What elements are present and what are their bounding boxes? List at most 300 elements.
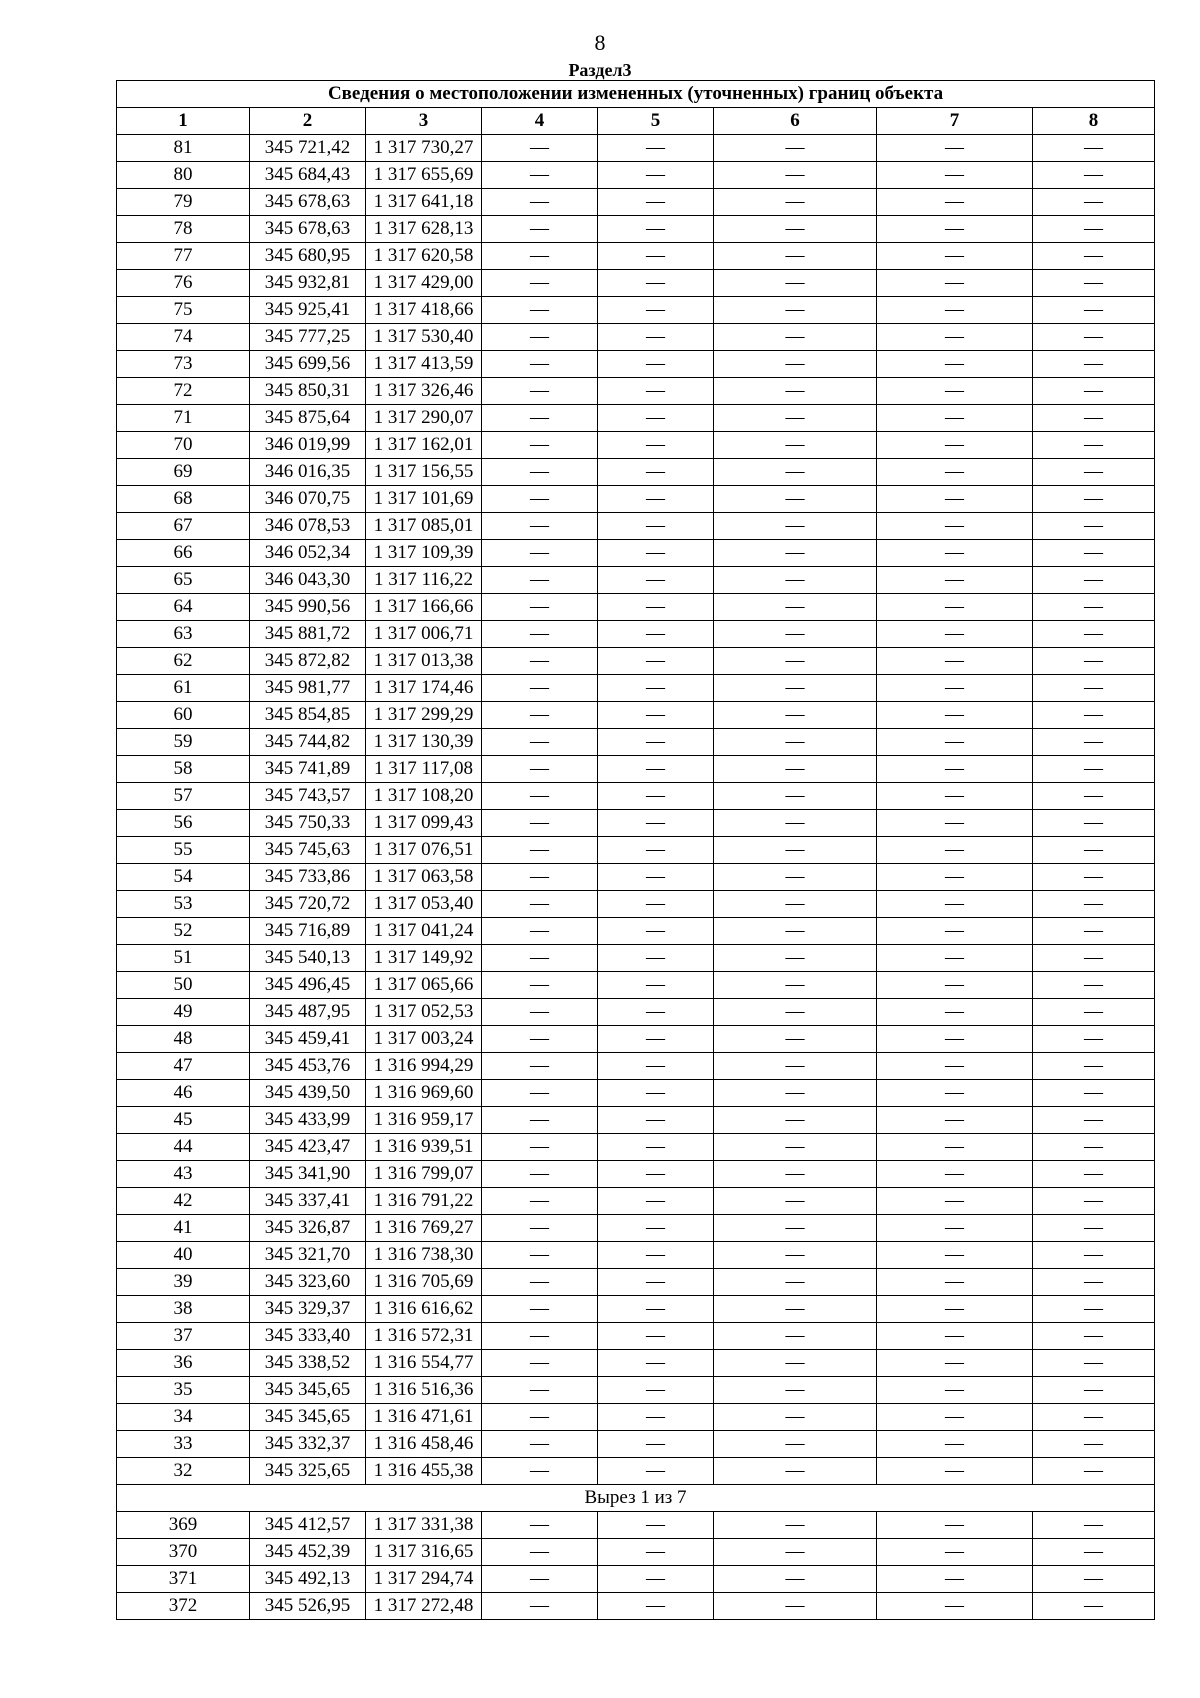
x-coordinate-cell: 345 881,72: [250, 621, 366, 648]
empty-dash-cell: —: [1033, 729, 1155, 756]
table-row: [117, 1134, 1155, 1161]
empty-dash-cell: —: [714, 1161, 877, 1188]
empty-dash-cell: —: [598, 1080, 714, 1107]
y-coordinate-cell: 1 316 455,38: [366, 1458, 482, 1485]
empty-dash-cell: —: [1033, 135, 1155, 162]
empty-dash-cell: —: [714, 1512, 877, 1539]
empty-dash-cell: —: [714, 864, 877, 891]
empty-dash-cell: —: [482, 1512, 598, 1539]
table-row: [117, 1080, 1155, 1107]
x-coordinate-cell: 346 070,75: [250, 486, 366, 513]
empty-dash-cell: —: [598, 1026, 714, 1053]
empty-dash-cell: —: [482, 243, 598, 270]
point-number-cell: 54: [117, 864, 250, 891]
empty-dash-cell: —: [598, 621, 714, 648]
empty-dash-cell: —: [714, 324, 877, 351]
point-number-cell: 42: [117, 1188, 250, 1215]
empty-dash-cell: —: [714, 729, 877, 756]
empty-dash-cell: —: [598, 837, 714, 864]
y-coordinate-cell: 1 317 331,38: [366, 1512, 482, 1539]
empty-dash-cell: —: [714, 1026, 877, 1053]
y-coordinate-cell: 1 317 620,58: [366, 243, 482, 270]
empty-dash-cell: —: [877, 1566, 1033, 1593]
empty-dash-cell: —: [482, 594, 598, 621]
x-coordinate-cell: 345 743,57: [250, 783, 366, 810]
y-coordinate-cell: 1 317 272,48: [366, 1593, 482, 1620]
point-number-cell: 49: [117, 999, 250, 1026]
empty-dash-cell: —: [482, 486, 598, 513]
empty-dash-cell: —: [877, 1080, 1033, 1107]
table-row: [117, 378, 1155, 405]
x-coordinate-cell: 345 716,89: [250, 918, 366, 945]
empty-dash-cell: —: [877, 162, 1033, 189]
empty-dash-cell: —: [482, 297, 598, 324]
column-number-1: 1: [117, 108, 250, 135]
point-number-cell: 32: [117, 1458, 250, 1485]
x-coordinate-cell: 345 487,95: [250, 999, 366, 1026]
table-row: [117, 1377, 1155, 1404]
empty-dash-cell: —: [598, 999, 714, 1026]
y-coordinate-cell: 1 316 572,31: [366, 1323, 482, 1350]
empty-dash-cell: —: [714, 270, 877, 297]
empty-dash-cell: —: [1033, 1161, 1155, 1188]
empty-dash-cell: —: [1033, 459, 1155, 486]
empty-dash-cell: —: [714, 459, 877, 486]
empty-dash-cell: —: [598, 378, 714, 405]
x-coordinate-cell: 345 345,65: [250, 1404, 366, 1431]
x-coordinate-cell: 345 678,63: [250, 216, 366, 243]
empty-dash-cell: —: [877, 324, 1033, 351]
empty-dash-cell: —: [598, 891, 714, 918]
table-row: [117, 324, 1155, 351]
y-coordinate-cell: 1 316 791,22: [366, 1188, 482, 1215]
empty-dash-cell: —: [598, 540, 714, 567]
empty-dash-cell: —: [482, 1377, 598, 1404]
empty-dash-cell: —: [1033, 864, 1155, 891]
empty-dash-cell: —: [482, 324, 598, 351]
empty-dash-cell: —: [1033, 270, 1155, 297]
empty-dash-cell: —: [598, 756, 714, 783]
empty-dash-cell: —: [714, 837, 877, 864]
empty-dash-cell: —: [714, 1269, 877, 1296]
empty-dash-cell: —: [714, 1458, 877, 1485]
x-coordinate-cell: 345 423,47: [250, 1134, 366, 1161]
table-row: [117, 540, 1155, 567]
point-number-cell: 67: [117, 513, 250, 540]
empty-dash-cell: —: [482, 1431, 598, 1458]
y-coordinate-cell: 1 317 429,00: [366, 270, 482, 297]
y-coordinate-cell: 1 317 418,66: [366, 297, 482, 324]
table-row: [117, 1431, 1155, 1458]
empty-dash-cell: —: [1033, 216, 1155, 243]
table-row: [117, 351, 1155, 378]
empty-dash-cell: —: [1033, 243, 1155, 270]
x-coordinate-cell: 345 733,86: [250, 864, 366, 891]
x-coordinate-cell: 345 459,41: [250, 1026, 366, 1053]
empty-dash-cell: —: [877, 432, 1033, 459]
empty-dash-cell: —: [877, 1269, 1033, 1296]
column-number-4: 4: [482, 108, 598, 135]
empty-dash-cell: —: [714, 513, 877, 540]
empty-dash-cell: —: [482, 648, 598, 675]
x-coordinate-cell: 345 333,40: [250, 1323, 366, 1350]
empty-dash-cell: —: [598, 1215, 714, 1242]
table-row: [117, 1566, 1155, 1593]
table-row: [117, 810, 1155, 837]
empty-dash-cell: —: [482, 189, 598, 216]
y-coordinate-cell: 1 317 065,66: [366, 972, 482, 999]
empty-dash-cell: —: [714, 918, 877, 945]
empty-dash-cell: —: [877, 1134, 1033, 1161]
x-coordinate-cell: 345 684,43: [250, 162, 366, 189]
x-coordinate-cell: 346 052,34: [250, 540, 366, 567]
table-row: [117, 864, 1155, 891]
empty-dash-cell: —: [482, 675, 598, 702]
x-coordinate-cell: 345 777,25: [250, 324, 366, 351]
empty-dash-cell: —: [482, 1323, 598, 1350]
empty-dash-cell: —: [598, 648, 714, 675]
table-row: [117, 999, 1155, 1026]
x-coordinate-cell: 345 439,50: [250, 1080, 366, 1107]
y-coordinate-cell: 1 317 117,08: [366, 756, 482, 783]
table-row: [117, 1323, 1155, 1350]
empty-dash-cell: —: [877, 1026, 1033, 1053]
empty-dash-cell: —: [598, 1269, 714, 1296]
empty-dash-cell: —: [482, 1161, 598, 1188]
empty-dash-cell: —: [482, 432, 598, 459]
empty-dash-cell: —: [877, 891, 1033, 918]
empty-dash-cell: —: [714, 540, 877, 567]
empty-dash-cell: —: [1033, 567, 1155, 594]
x-coordinate-cell: 346 019,99: [250, 432, 366, 459]
y-coordinate-cell: 1 317 326,46: [366, 378, 482, 405]
empty-dash-cell: —: [598, 1539, 714, 1566]
empty-dash-cell: —: [877, 1215, 1033, 1242]
empty-dash-cell: —: [714, 189, 877, 216]
empty-dash-cell: —: [714, 432, 877, 459]
empty-dash-cell: —: [482, 1458, 598, 1485]
empty-dash-cell: —: [1033, 675, 1155, 702]
empty-dash-cell: —: [1033, 405, 1155, 432]
empty-dash-cell: —: [877, 378, 1033, 405]
empty-dash-cell: —: [482, 1539, 598, 1566]
empty-dash-cell: —: [714, 567, 877, 594]
empty-dash-cell: —: [1033, 1107, 1155, 1134]
point-number-cell: 37: [117, 1323, 250, 1350]
empty-dash-cell: —: [877, 594, 1033, 621]
point-number-cell: 68: [117, 486, 250, 513]
x-coordinate-cell: 345 540,13: [250, 945, 366, 972]
point-number-cell: 372: [117, 1593, 250, 1620]
y-coordinate-cell: 1 316 939,51: [366, 1134, 482, 1161]
empty-dash-cell: —: [598, 297, 714, 324]
empty-dash-cell: —: [1033, 891, 1155, 918]
empty-dash-cell: —: [877, 243, 1033, 270]
empty-dash-cell: —: [1033, 189, 1155, 216]
y-coordinate-cell: 1 317 130,39: [366, 729, 482, 756]
x-coordinate-cell: 345 741,89: [250, 756, 366, 783]
empty-dash-cell: —: [877, 405, 1033, 432]
empty-dash-cell: —: [714, 243, 877, 270]
x-coordinate-cell: 345 329,37: [250, 1296, 366, 1323]
y-coordinate-cell: 1 317 628,13: [366, 216, 482, 243]
empty-dash-cell: —: [482, 621, 598, 648]
empty-dash-cell: —: [714, 1431, 877, 1458]
empty-dash-cell: —: [1033, 1080, 1155, 1107]
empty-dash-cell: —: [598, 1377, 714, 1404]
empty-dash-cell: —: [877, 702, 1033, 729]
x-coordinate-cell: 345 875,64: [250, 405, 366, 432]
y-coordinate-cell: 1 317 149,92: [366, 945, 482, 972]
point-number-cell: 73: [117, 351, 250, 378]
empty-dash-cell: —: [598, 405, 714, 432]
empty-dash-cell: —: [598, 1350, 714, 1377]
empty-dash-cell: —: [482, 1566, 598, 1593]
table-body: [117, 135, 1155, 1620]
x-coordinate-cell: 346 016,35: [250, 459, 366, 486]
page-number: 8: [594, 30, 606, 55]
empty-dash-cell: —: [1033, 1053, 1155, 1080]
y-coordinate-cell: 1 316 458,46: [366, 1431, 482, 1458]
point-number-cell: 72: [117, 378, 250, 405]
empty-dash-cell: —: [1033, 783, 1155, 810]
column-number-6: 6: [714, 108, 877, 135]
table-row: [117, 1458, 1155, 1485]
empty-dash-cell: —: [598, 729, 714, 756]
empty-dash-cell: —: [1033, 1296, 1155, 1323]
point-number-cell: 59: [117, 729, 250, 756]
empty-dash-cell: —: [598, 810, 714, 837]
empty-dash-cell: —: [1033, 1215, 1155, 1242]
empty-dash-cell: —: [1033, 1269, 1155, 1296]
empty-dash-cell: —: [482, 999, 598, 1026]
table-row: [117, 432, 1155, 459]
table-row: [117, 1161, 1155, 1188]
empty-dash-cell: —: [1033, 945, 1155, 972]
empty-dash-cell: —: [877, 1404, 1033, 1431]
empty-dash-cell: —: [877, 756, 1033, 783]
empty-dash-cell: —: [482, 837, 598, 864]
empty-dash-cell: —: [598, 1431, 714, 1458]
point-number-cell: 40: [117, 1242, 250, 1269]
table-row: [117, 1296, 1155, 1323]
empty-dash-cell: —: [714, 1188, 877, 1215]
column-number-5: 5: [598, 108, 714, 135]
y-coordinate-cell: 1 316 799,07: [366, 1161, 482, 1188]
y-coordinate-cell: 1 316 516,36: [366, 1377, 482, 1404]
empty-dash-cell: —: [1033, 810, 1155, 837]
column-number-row: [117, 108, 1155, 135]
y-coordinate-cell: 1 317 006,71: [366, 621, 482, 648]
x-coordinate-cell: 345 850,31: [250, 378, 366, 405]
point-number-cell: 80: [117, 162, 250, 189]
x-coordinate-cell: 345 325,65: [250, 1458, 366, 1485]
x-coordinate-cell: 345 326,87: [250, 1215, 366, 1242]
empty-dash-cell: —: [598, 486, 714, 513]
empty-dash-cell: —: [877, 1161, 1033, 1188]
table-row: [117, 162, 1155, 189]
empty-dash-cell: —: [1033, 1188, 1155, 1215]
empty-dash-cell: —: [482, 1053, 598, 1080]
table-row: [117, 648, 1155, 675]
point-number-cell: 52: [117, 918, 250, 945]
table-row: [117, 945, 1155, 972]
column-number-3: 3: [366, 108, 482, 135]
point-number-cell: 38: [117, 1296, 250, 1323]
point-number-cell: 66: [117, 540, 250, 567]
cutout-label: Вырез 1 из 7: [117, 1485, 1155, 1512]
empty-dash-cell: —: [1033, 1431, 1155, 1458]
empty-dash-cell: —: [482, 891, 598, 918]
empty-dash-cell: —: [877, 1431, 1033, 1458]
empty-dash-cell: —: [877, 459, 1033, 486]
y-coordinate-cell: 1 317 294,74: [366, 1566, 482, 1593]
y-coordinate-cell: 1 317 162,01: [366, 432, 482, 459]
empty-dash-cell: —: [1033, 540, 1155, 567]
empty-dash-cell: —: [714, 621, 877, 648]
y-coordinate-cell: 1 317 290,07: [366, 405, 482, 432]
empty-dash-cell: —: [1033, 1350, 1155, 1377]
table-row: [117, 756, 1155, 783]
point-number-cell: 39: [117, 1269, 250, 1296]
empty-dash-cell: —: [877, 1296, 1033, 1323]
y-coordinate-cell: 1 317 166,66: [366, 594, 482, 621]
empty-dash-cell: —: [714, 351, 877, 378]
table-row: [117, 594, 1155, 621]
empty-dash-cell: —: [482, 216, 598, 243]
empty-dash-cell: —: [482, 162, 598, 189]
empty-dash-cell: —: [482, 513, 598, 540]
empty-dash-cell: —: [598, 162, 714, 189]
x-coordinate-cell: 346 043,30: [250, 567, 366, 594]
empty-dash-cell: —: [598, 594, 714, 621]
empty-dash-cell: —: [482, 378, 598, 405]
empty-dash-cell: —: [877, 189, 1033, 216]
empty-dash-cell: —: [714, 675, 877, 702]
x-coordinate-cell: 345 745,63: [250, 837, 366, 864]
x-coordinate-cell: 345 720,72: [250, 891, 366, 918]
table-row: [117, 1539, 1155, 1566]
table-row: [117, 405, 1155, 432]
point-number-cell: 47: [117, 1053, 250, 1080]
empty-dash-cell: —: [877, 1107, 1033, 1134]
y-coordinate-cell: 1 316 959,17: [366, 1107, 482, 1134]
y-coordinate-cell: 1 317 413,59: [366, 351, 482, 378]
point-number-cell: 44: [117, 1134, 250, 1161]
table-row: [117, 297, 1155, 324]
empty-dash-cell: —: [877, 1458, 1033, 1485]
point-number-cell: 369: [117, 1512, 250, 1539]
point-number-cell: 79: [117, 189, 250, 216]
empty-dash-cell: —: [714, 702, 877, 729]
empty-dash-cell: —: [877, 297, 1033, 324]
point-number-cell: 57: [117, 783, 250, 810]
x-coordinate-cell: 345 699,56: [250, 351, 366, 378]
point-number-cell: 75: [117, 297, 250, 324]
y-coordinate-cell: 1 316 705,69: [366, 1269, 482, 1296]
x-coordinate-cell: 345 496,45: [250, 972, 366, 999]
empty-dash-cell: —: [1033, 324, 1155, 351]
point-number-cell: 60: [117, 702, 250, 729]
empty-dash-cell: —: [714, 297, 877, 324]
empty-dash-cell: —: [877, 945, 1033, 972]
empty-dash-cell: —: [1033, 162, 1155, 189]
empty-dash-cell: —: [714, 1296, 877, 1323]
empty-dash-cell: —: [482, 351, 598, 378]
empty-dash-cell: —: [877, 1323, 1033, 1350]
empty-dash-cell: —: [1033, 918, 1155, 945]
empty-dash-cell: —: [598, 675, 714, 702]
empty-dash-cell: —: [1033, 297, 1155, 324]
y-coordinate-cell: 1 317 099,43: [366, 810, 482, 837]
point-number-cell: 71: [117, 405, 250, 432]
table-row: [117, 189, 1155, 216]
empty-dash-cell: —: [1033, 1242, 1155, 1269]
empty-dash-cell: —: [598, 1053, 714, 1080]
empty-dash-cell: —: [1033, 1026, 1155, 1053]
table-row: [117, 1026, 1155, 1053]
column-number-7: 7: [877, 108, 1033, 135]
empty-dash-cell: —: [482, 1296, 598, 1323]
empty-dash-cell: —: [1033, 1593, 1155, 1620]
x-coordinate-cell: 345 678,63: [250, 189, 366, 216]
empty-dash-cell: —: [714, 378, 877, 405]
empty-dash-cell: —: [1033, 513, 1155, 540]
empty-dash-cell: —: [482, 729, 598, 756]
point-number-cell: 45: [117, 1107, 250, 1134]
empty-dash-cell: —: [598, 1404, 714, 1431]
table-row: [117, 1593, 1155, 1620]
x-coordinate-cell: 345 872,82: [250, 648, 366, 675]
x-coordinate-cell: 345 341,90: [250, 1161, 366, 1188]
empty-dash-cell: —: [482, 972, 598, 999]
empty-dash-cell: —: [482, 810, 598, 837]
y-coordinate-cell: 1 317 109,39: [366, 540, 482, 567]
empty-dash-cell: —: [598, 189, 714, 216]
x-coordinate-cell: 345 433,99: [250, 1107, 366, 1134]
empty-dash-cell: —: [1033, 1323, 1155, 1350]
empty-dash-cell: —: [1033, 648, 1155, 675]
empty-dash-cell: —: [877, 135, 1033, 162]
y-coordinate-cell: 1 317 053,40: [366, 891, 482, 918]
empty-dash-cell: —: [877, 351, 1033, 378]
empty-dash-cell: —: [877, 621, 1033, 648]
point-number-cell: 81: [117, 135, 250, 162]
empty-dash-cell: —: [714, 1323, 877, 1350]
y-coordinate-cell: 1 316 769,27: [366, 1215, 482, 1242]
point-number-cell: 55: [117, 837, 250, 864]
empty-dash-cell: —: [1033, 1458, 1155, 1485]
empty-dash-cell: —: [877, 1539, 1033, 1566]
empty-dash-cell: —: [598, 1512, 714, 1539]
empty-dash-cell: —: [598, 432, 714, 459]
y-coordinate-cell: 1 316 554,77: [366, 1350, 482, 1377]
empty-dash-cell: —: [714, 162, 877, 189]
empty-dash-cell: —: [714, 810, 877, 837]
empty-dash-cell: —: [714, 135, 877, 162]
y-coordinate-cell: 1 317 076,51: [366, 837, 482, 864]
empty-dash-cell: —: [714, 783, 877, 810]
empty-dash-cell: —: [877, 567, 1033, 594]
empty-dash-cell: —: [482, 702, 598, 729]
empty-dash-cell: —: [598, 1107, 714, 1134]
point-number-cell: 48: [117, 1026, 250, 1053]
y-coordinate-cell: 1 317 156,55: [366, 459, 482, 486]
y-coordinate-cell: 1 317 530,40: [366, 324, 482, 351]
empty-dash-cell: —: [877, 1053, 1033, 1080]
empty-dash-cell: —: [714, 1242, 877, 1269]
empty-dash-cell: —: [598, 783, 714, 810]
